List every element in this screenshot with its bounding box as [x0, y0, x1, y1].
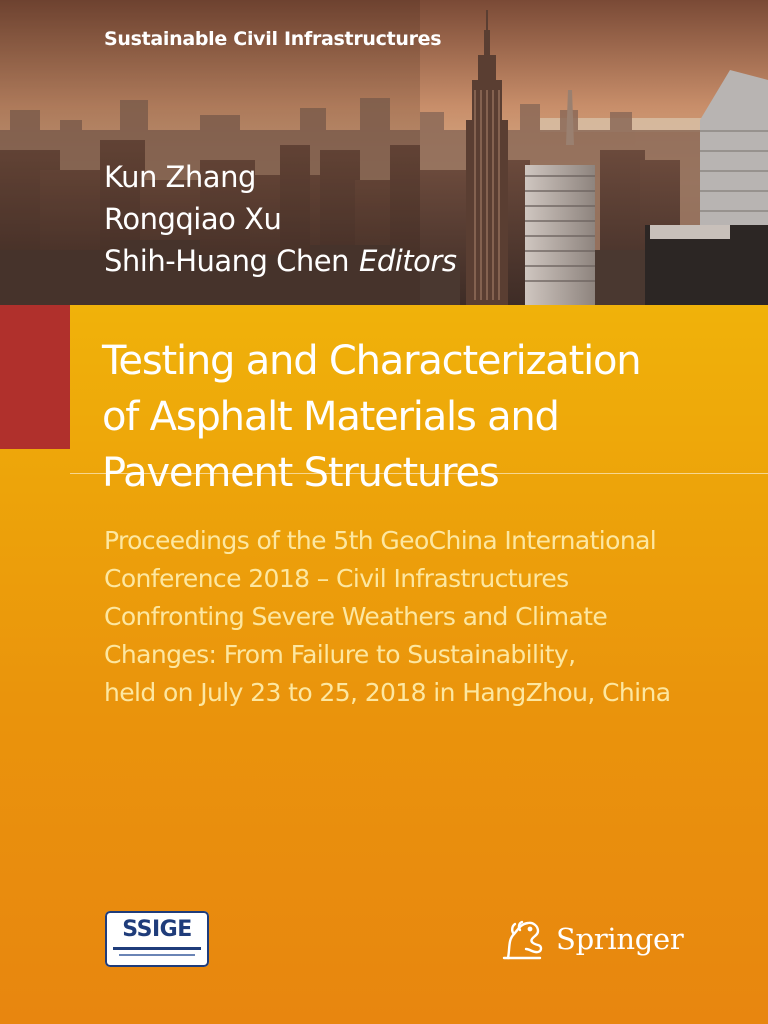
ssige-logo-subbar — [119, 954, 195, 956]
ssige-logo — [105, 911, 209, 967]
book-title — [102, 333, 742, 501]
title-line: of Asphalt Materials and — [102, 394, 559, 440]
editors-role: Editors — [359, 244, 457, 278]
publisher-name: Springer — [556, 922, 684, 956]
editor-name-line — [104, 240, 456, 282]
editor-name: Kun Zhang — [104, 160, 256, 194]
subtitle-line: Changes: From Failure to Sustainability, — [104, 640, 576, 669]
subtitle-line: Conference 2018 – Civil Infrastructures — [104, 564, 569, 593]
title-line: Testing and Characterization — [102, 338, 641, 384]
ssige-logo-text: SSIGE — [122, 917, 192, 942]
title-line: Pavement Structures — [102, 450, 499, 496]
editors-block — [104, 156, 456, 282]
accent-red-tab — [0, 305, 70, 449]
editor-name: Rongqiao Xu — [104, 202, 282, 236]
editor-name: Shih-Huang Chen — [104, 244, 350, 278]
subtitle-line: Confronting Severe Weathers and Climate — [104, 602, 608, 631]
series-name: Sustainable Civil Infrastructures — [104, 28, 442, 50]
subtitle-line: Proceedings of the 5th GeoChina International — [104, 526, 657, 555]
ssige-logo-bar — [113, 947, 201, 950]
springer-horse-icon — [500, 918, 548, 962]
book-subtitle — [104, 522, 744, 712]
subtitle-line: held on July 23 to 25, 2018 in HangZhou, China — [104, 678, 671, 707]
